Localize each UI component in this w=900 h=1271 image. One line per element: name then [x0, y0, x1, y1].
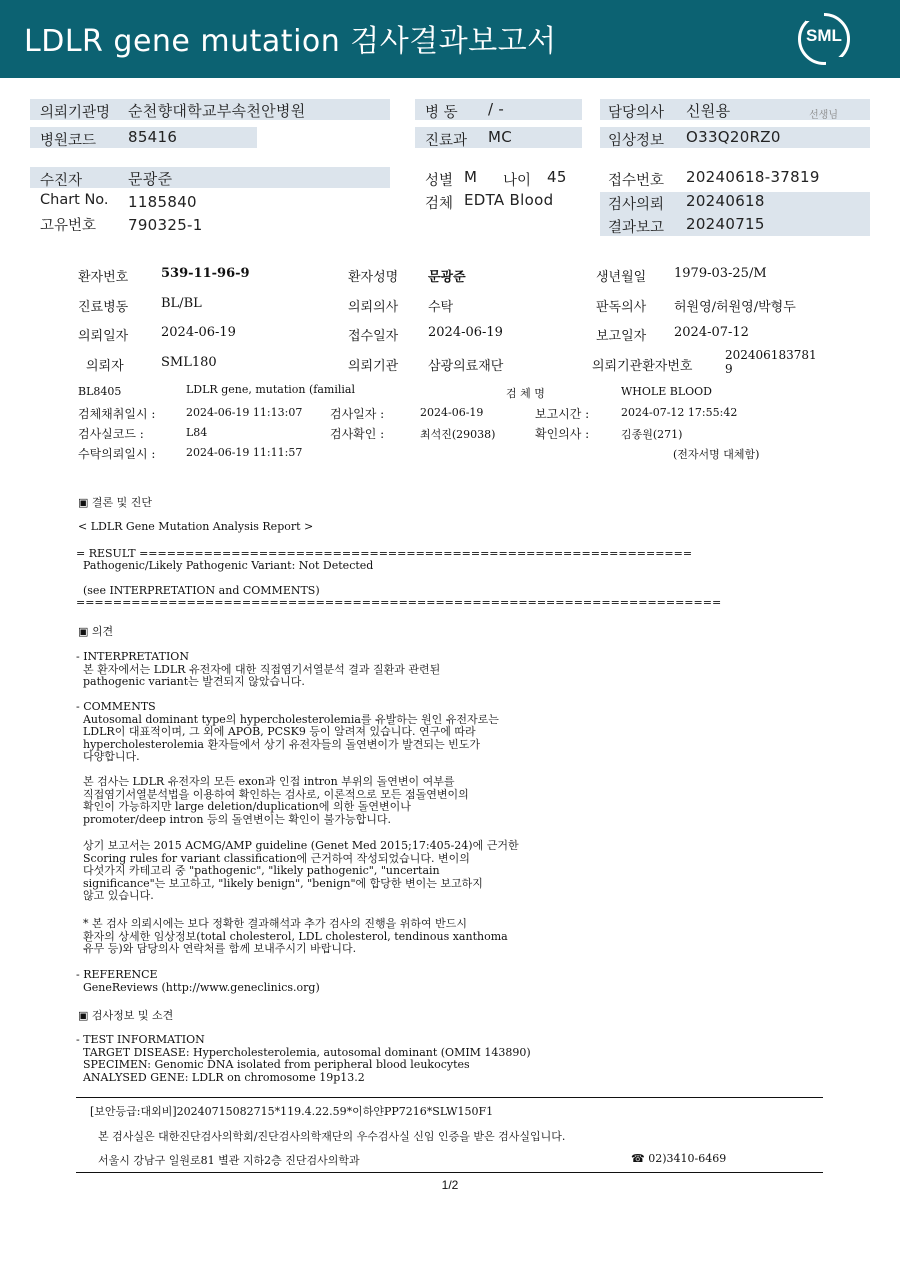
scan-r4-v2: 삼광의료재단: [428, 359, 504, 374]
confirmdoc-value: 김종원(271): [621, 428, 683, 441]
scan-r1-l1: 환자번호: [78, 270, 129, 285]
section-opinion: ▣ 의견: [78, 625, 114, 638]
reference-block: - REFERENCE GeneReviews (http://www.geneclinics.org): [76, 968, 320, 994]
logo-gap-bottom: [826, 57, 844, 67]
ward-label: 병 동: [425, 105, 458, 121]
scan-r2-v3: 허원영/허원영/박형두: [674, 300, 796, 315]
dept-label: 진료과: [425, 133, 468, 149]
age-label: 나이: [503, 173, 532, 189]
collect-value: 2024-06-19 11:13:07: [186, 406, 303, 419]
scan-r2-v1: BL/BL: [161, 296, 202, 311]
test-info-block: - TEST INFORMATION TARGET DISEASE: Hypercholesterolemia, autosomal dominant (OMIM 143890) SPECIMEN: Genomic DNA isolated from peripheral blood leukocytes ANALYSED GENE: LDLR on chromosome 19p13.2: [76, 1033, 531, 1084]
req-label: 검사의뢰: [608, 197, 665, 213]
scan-r2-l3: 판독의사: [596, 300, 647, 315]
scan-r3-v2: 2024-06-19: [428, 325, 503, 340]
report-title: LDLR gene mutation 검사결과보고서: [24, 24, 557, 59]
scan-r2-l2: 의뢰의사: [348, 300, 399, 315]
reporttime-label: 보고시간 :: [535, 407, 590, 421]
report-label: 결과보고: [608, 220, 665, 236]
comments-paragraph-3: 상기 보고서는 2015 ACMG/AMP guideline (Genet Med 2015;17:405-24)에 근거한 Scoring rules for variant classification에 근거하여 작성되었습니다. 변이의 다섯가지 카테고리 중 "pathogenic", "likely pathogenic", "uncertain significance"는 보고하고, "likely benign", "benign"에 합당한 변이는 보고하지 않고 있습니다.: [82, 839, 519, 902]
esign-note: (전자서명 대체함): [673, 448, 760, 461]
sml-logo-text: SML: [806, 26, 842, 45]
scan-r4-l3: 의뢰기관환자번호: [592, 359, 693, 374]
patient-box: [30, 167, 390, 188]
address: 서울시 강남구 일원로81 별관 지하2층 진단검사의학과: [98, 1154, 360, 1167]
interpretation-block: - INTERPRETATION 본 환자에서는 LDLR 유전자에 대한 직접염기서열분석 결과 질환과 관련된 pathogenic variant는 발견되지 않았습니다.: [76, 650, 441, 688]
security-line: [보안등급:대외비]20240715082715*119.4.22.59*이하얀PP7216*SLW150F1: [90, 1105, 494, 1118]
patient-value: 문광준: [128, 170, 173, 188]
patient-label: 수진자: [40, 173, 83, 189]
specimen-value: EDTA Blood: [464, 191, 554, 209]
labcode-label: 검사실코드 :: [78, 427, 144, 441]
comments-paragraph-4: * 본 검사 의뢰시에는 보다 정확한 결과해석과 추가 검사의 진행을 위하여 반드시 환자의 상세한 임상정보(total cholesterol, LDL cholesterol, tendinous xanthoma 유무 등)와 담당의사 연락처를 함께 보내주시기 바랍니다.: [82, 917, 508, 955]
chart-label: Chart No.: [40, 192, 109, 208]
scan-r1-v1: 539-11-96-9: [161, 266, 250, 281]
scan-r3-v3: 2024-07-12: [674, 325, 749, 340]
scan-r4-l1: 의뢰자: [86, 359, 124, 374]
sex-value: M: [464, 168, 478, 186]
doctor-suffix: 선생님: [809, 110, 838, 121]
scan-r4-v1: SML180: [161, 355, 217, 370]
testdate-value: 2024-06-19: [420, 406, 484, 419]
consign-label: 수탁의뢰일시 :: [78, 447, 156, 461]
spec-label: 검 체 명: [506, 387, 545, 400]
report-value: 20240715: [686, 215, 765, 233]
comments-paragraph-2: 본 검사는 LDLR 유전자의 모든 exon과 인접 intron 부위의 돌연변이 여부를 직접염기서열분석법을 이용하여 확인하는 검사로, 이론적으로 모든 점돌연변이의 확인이 가능하지만 large deletion/duplication에 의한 돌연변이나 promoter/deep intron 등의 돌연변이는 확인이 불가능합니다.: [82, 775, 469, 826]
reporttime-value: 2024-07-12 17:55:42: [621, 406, 738, 419]
hospital-label: 의뢰기관명: [40, 105, 111, 121]
scan-r3-l2: 접수일자: [348, 329, 399, 344]
section-test-info: ▣ 검사정보 및 소견: [78, 1009, 174, 1022]
confirmdoc-label: 확인의사 :: [535, 427, 590, 441]
result-line: = RESULT ============================================================: [76, 547, 693, 560]
chart-value: 1185840: [128, 193, 197, 211]
spec-value: WHOLE BLOOD: [621, 385, 712, 398]
scan-r3-v1: 2024-06-19: [161, 325, 236, 340]
ward-value: / -: [488, 100, 505, 118]
test-name: LDLR gene, mutation (familial: [186, 383, 355, 396]
phone: ☎ 02)3410-6469: [631, 1152, 727, 1165]
receipt-label: 접수번호: [608, 173, 665, 189]
section-conclusion: ▣ 결론 및 진단: [78, 496, 153, 509]
scan-r1-v3: 1979-03-25/M: [674, 266, 767, 281]
scan-r1-l2: 환자성명: [348, 270, 399, 285]
logo-gap-top: [806, 11, 824, 21]
scan-r1-l3: 생년월일: [596, 270, 647, 285]
consign-value: 2024-06-19 11:11:57: [186, 446, 303, 459]
see-note: (see INTERPRETATION and COMMENTS): [76, 584, 320, 597]
age-value: 45: [547, 168, 567, 186]
scan-r2-l1: 진료병동: [78, 300, 129, 315]
confirm-label: 검사확인 :: [330, 427, 385, 441]
confirm-value: 최석진(29038): [420, 428, 496, 441]
receipt-value: 20240618-37819: [686, 168, 820, 186]
analysis-report-title: < LDLR Gene Mutation Analysis Report >: [78, 520, 314, 533]
test-code: BL8405: [78, 385, 122, 398]
clinical-value: O33Q20RZ0: [686, 128, 781, 146]
footer-bottom-rule: [76, 1172, 823, 1173]
hospital-value: 순천향대학교부속천안병원: [128, 102, 306, 120]
scan-r1-v2: 문광준: [428, 270, 466, 285]
code-label: 병원코드: [40, 133, 97, 149]
result-text: Pathogenic/Likely Pathogenic Variant: Not Detected: [76, 559, 374, 572]
code-value: 85416: [128, 128, 178, 146]
scan-r2-v2: 수탁: [428, 300, 454, 315]
scan-r3-l1: 의뢰일자: [78, 329, 129, 344]
scan-r4-l2: 의뢰기관: [348, 359, 399, 374]
uid-label: 고유번호: [40, 218, 97, 234]
footer-top-rule: [76, 1097, 823, 1098]
doctor-label: 담당의사: [608, 105, 665, 121]
comments-block: - COMMENTS Autosomal dominant type의 hypercholesterolemia를 유발하는 원인 유전자로는 LDLR이 대표적이며, 그 외에 APOB, PCSK9 등이 알려져 있습니다. 연구에 따라 hypercholesterolemia 환자들에서 상기 유전자들의 돌연변이가 발견되는 빈도가 다양합니다.: [76, 700, 499, 763]
certification-note: 본 검사실은 대한진단검사의학회/진단검사의학재단의 우수검사실 신임 인증을 받은 검사실입니다.: [98, 1130, 566, 1143]
scan-r4-v3b: 9: [725, 362, 733, 376]
specimen-label: 검체: [425, 196, 454, 212]
uid-value: 790325-1: [128, 216, 203, 234]
collect-label: 검체채취일시 :: [78, 407, 156, 421]
sex-label: 성별: [425, 173, 454, 189]
dept-value: MC: [488, 128, 513, 146]
req-value: 20240618: [686, 192, 765, 210]
page-number: 1/2: [441, 1178, 459, 1192]
scan-r4-v3a: 202406183781: [725, 348, 817, 362]
doctor-value: 신원용: [686, 102, 731, 120]
scan-r3-l3: 보고일자: [596, 329, 647, 344]
result-divider: ======================================================================: [76, 596, 722, 609]
testdate-label: 검사일자 :: [330, 407, 385, 421]
clinical-label: 임상정보: [608, 133, 665, 149]
labcode-value: L84: [186, 426, 208, 439]
